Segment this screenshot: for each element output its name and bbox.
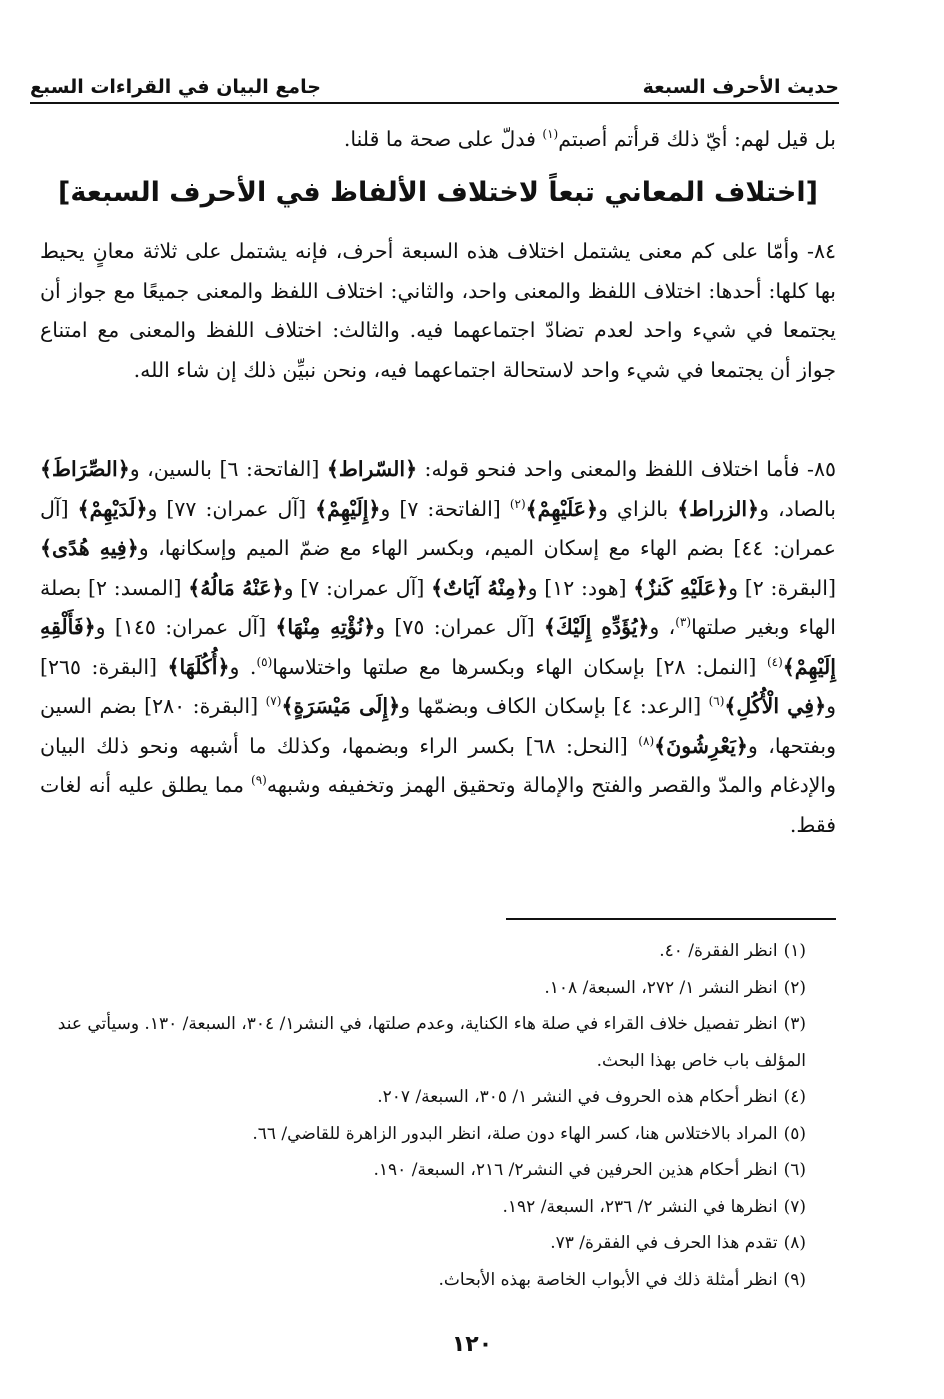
footnote-number: (٥): [783, 1123, 806, 1144]
quran-word: ﴿لَدَيْهِمْ﴾: [77, 496, 148, 521]
text-run: [النمل: ٢٨] بإسكان الهاء وبكسرها مع صلتها واختلاسها: [272, 654, 767, 679]
footnote-ref[interactable]: (٨): [638, 733, 655, 748]
quran-word: ﴿عَلَيْهِ كَنزٌ﴾: [633, 575, 729, 600]
text-run: [آل عمران: ٧٥] و: [375, 615, 544, 639]
footnote-ref[interactable]: (١): [542, 127, 559, 142]
quran-word: ﴿إِلَيْهِمْ﴾: [315, 496, 381, 521]
quran-word: ﴿السّراط﴾: [326, 457, 418, 481]
footnote-item: [40, 1006, 806, 1079]
quran-word: ﴿فِيهِ هُدًى﴾: [40, 536, 139, 560]
quran-word: ﴿عَنْهُ مَالُهُ﴾: [188, 575, 284, 600]
footnote-text: انظر أمثلة ذلك في الأبواب الخاصة بهذه الأبحاث.: [438, 1269, 778, 1290]
footnote-text: انظر الفقرة/ ٤٠.: [659, 941, 778, 961]
text-run: مما يطلق عليه أنه لغات فقط.: [40, 773, 836, 837]
footnote-text: انظر تفصيل خلاف القراء في صلة هاء الكناية، وعدم صلتها، في النشر١/ ٣٠٤، السبعة/ ١٣٠. وسيأتي عند المؤلف باب خاص بهذا البحث.: [57, 1014, 806, 1071]
intro-text-after: فدلّ على صحة ما قلنا.: [343, 127, 543, 151]
quran-word: ﴿يُؤَدِّهِ إِلَيْكَ﴾: [543, 615, 650, 639]
quran-word: ﴿الزراط﴾: [677, 496, 760, 521]
footnote-ref[interactable]: (٦): [708, 694, 725, 709]
footnotes-list: [40, 933, 806, 1298]
footnote-item: [40, 1225, 806, 1262]
footnote-item: [40, 970, 806, 1007]
quran-word: ﴿يَعْرِشُونَ﴾: [654, 733, 748, 758]
footnote-item: [40, 1189, 806, 1226]
text-run: [البقرة: ٢] و: [728, 575, 836, 600]
intro-text: بل قيل لهم: أيّ ذلك قرأتم أصبتم: [558, 127, 836, 151]
footnote-item: [40, 933, 806, 970]
footnote-item: [40, 1079, 806, 1116]
footnote-number: (٨): [783, 1233, 806, 1253]
footnote-text: انظر أحكام هذين الحرفين في النشر٢/ ٢١٦، السبعة/ ١٩٠.: [373, 1160, 778, 1180]
quran-word: ﴿الصِّرَاطَ﴾: [40, 457, 130, 481]
quran-word: ﴿إِلَى مَيْسَرَةٍ﴾: [281, 694, 401, 718]
chapter-title: حديث الأحرف السبعة: [642, 76, 839, 98]
footnote-item: [40, 1152, 806, 1189]
page-number: ١٢٠: [451, 1332, 493, 1357]
quran-word: ﴿فَأَلْقِهِ إِلَيْهِمْ﴾: [40, 615, 836, 679]
section-heading: [اختلاف المعاني تبعاً لاختلاف الألفاظ في الأحرف السبعة]: [58, 177, 818, 208]
text-run: [الفاتحة: ٧] و: [380, 496, 510, 521]
footnote-item: [40, 1262, 806, 1299]
footnote-ref[interactable]: (٥): [256, 654, 273, 669]
text-run: [آل عمران: ٧] و: [283, 575, 432, 600]
text-run: [البقرة: ٢٨٠] بضم السين وبفتحها، و: [40, 694, 836, 758]
footnote-ref[interactable]: (٤): [766, 654, 783, 669]
text-run: [النحل: ٦٨] بكسر الراء وبضمها، وكذلك ما أشبهه ونحو ذلك البيان والإدغام والمدّ والقصر والفتح والإمالة وتحقيق الهمز وتخفيفه وشبهه: [40, 733, 836, 797]
running-header: [30, 62, 839, 104]
footnote-number: (٧): [783, 1196, 806, 1217]
text-run: [الرعد: ٤] بإسكان الكاف وبضمّها و: [400, 694, 709, 718]
footnote-ref[interactable]: (٧): [265, 694, 282, 709]
text-run: . و: [229, 654, 257, 679]
footnote-text: المراد بالاختلاس هنا، كسر الهاء دون صلة، انظر البدور الزاهرة للقاضي/ ٦٦.: [252, 1123, 778, 1144]
footnote-separator: [506, 918, 836, 920]
text-run: [المسد: ٢] بصلة الهاء وبغير صلتها: [40, 575, 836, 639]
footnote-text: انظرها في النشر ٢/ ٢٣٦، السبعة/ ١٩٢.: [502, 1196, 778, 1217]
quran-word: ﴿فِي الْأُكُلِ﴾: [724, 694, 827, 718]
text-run: [آل عمران: ٧٧] و: [147, 496, 316, 521]
quran-word: ﴿مِنْهُ آيَاتٌ﴾: [431, 575, 528, 600]
footnote-number: (٦): [783, 1160, 806, 1180]
footnote-number: (٢): [783, 977, 806, 998]
intro-paragraph: [40, 120, 836, 160]
text-run: بالزاي و: [598, 496, 678, 521]
quran-word: ﴿نُؤْتِهِ مِنْهَا﴾: [275, 615, 376, 639]
paragraph-85: [40, 450, 836, 845]
text-run: ٨٥- فأما اختلاف اللفظ والمعنى واحد فنحو قوله:: [417, 457, 836, 481]
footnote-text: تقدم هذا الحرف في الفقرة/ ٧٣.: [550, 1233, 778, 1253]
footnote-number: (٩): [783, 1269, 806, 1290]
text-run: [البقرة: ٢٦٥] و: [40, 654, 836, 718]
quran-word: ﴿أُكُلَهَا﴾: [167, 654, 230, 679]
footnote-text: انظر أحكام هذه الحروف في النشر ١/ ٣٠٥، السبعة/ ٢٠٧.: [377, 1087, 778, 1107]
paragraph-84: ٨٤- وأمّا على كم معنى يشتمل اختلاف هذه السبعة أحرف، فإنه يشتمل على ثلاثة معانٍ يحيط بها كلها: أحدها: اختلاف اللفظ والمعنى واحد، والثاني: اختلاف اللفظ والمعنى جميعًا مع جواز أن يجتمعا في شيء واحد لعدم تضادّ اجتماعهما فيه. والثالث: اختلاف اللفظ والمعنى مع امتناع جواز أن يجتمعا في شيء واحد لاستحالة اجتماعهما فيه، ونحن نبيِّن ذلك إن شاء الله.: [40, 239, 836, 382]
text-run: ، و: [649, 615, 676, 639]
footnote-text: انظر النشر ١/ ٢٧٢، السبعة/ ١٠٨.: [544, 977, 778, 998]
text-run: بالصاد، و: [759, 496, 836, 521]
book-title: جامع البيان في القراءات السبع: [30, 76, 321, 98]
text-run: [آل عمران: ٤٤] بضم الهاء مع إسكان الميم، وبكسر الهاء مع ضمّ الميم وإسكانها، و: [40, 496, 836, 560]
footnote-number: (٤): [783, 1087, 806, 1107]
footnote-item: [40, 1116, 806, 1153]
footnote-ref[interactable]: (٢): [509, 496, 526, 511]
text-run: [هود: ١٢] و: [527, 575, 634, 600]
quran-word: ﴿عَلَيْهِمْ﴾: [525, 496, 598, 521]
text-run: [آل عمران: ١٤٥] و: [95, 615, 276, 639]
text-run: [الفاتحة: ٦] بالسين، و: [129, 457, 327, 481]
footnote-number: (١): [783, 941, 806, 961]
footnote-ref[interactable]: (٩): [251, 773, 267, 788]
footnote-ref[interactable]: (٣): [675, 615, 692, 630]
footnote-number: (٣): [783, 1014, 806, 1034]
